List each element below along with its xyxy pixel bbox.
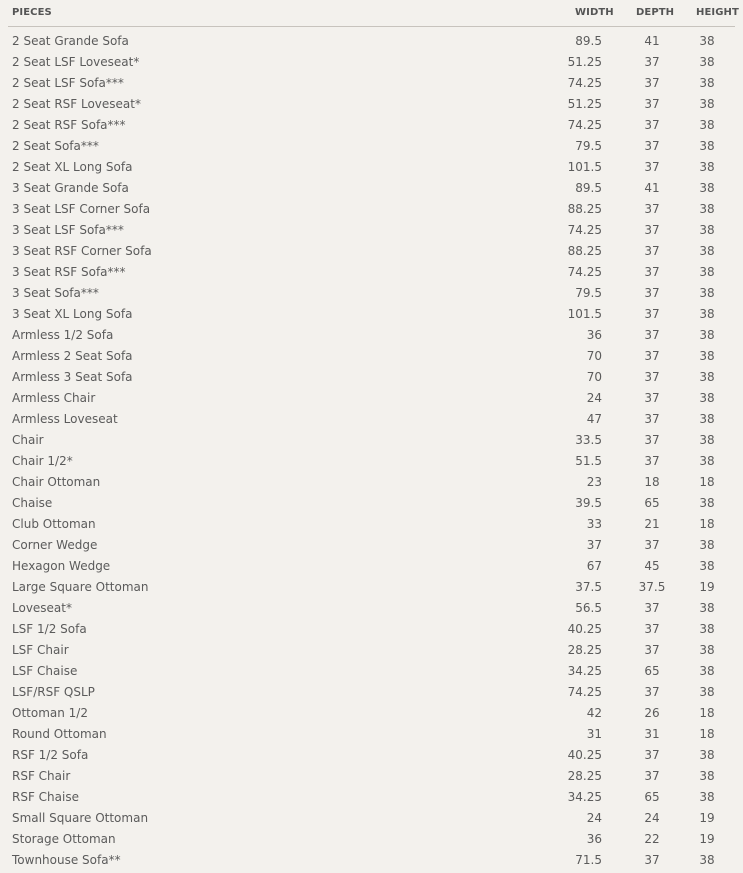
piece-cell: 3 Seat Sofa*** <box>12 286 99 300</box>
depth-cell: 18 <box>644 475 660 489</box>
height-cell: 38 <box>699 601 715 615</box>
table-row <box>0 430 743 451</box>
width-cell: 74.25 <box>567 265 602 279</box>
width-cell: 33 <box>586 517 602 531</box>
width-cell: 74.25 <box>567 76 602 90</box>
width-cell: 70 <box>586 349 602 363</box>
height-cell: 18 <box>699 727 715 741</box>
depth-cell: 37 <box>644 748 660 762</box>
depth-cell: 37 <box>644 769 660 783</box>
height-cell: 38 <box>699 643 715 657</box>
height-cell: 38 <box>699 223 715 237</box>
depth-cell: 65 <box>644 664 660 678</box>
column-header-height: HEIGHT <box>696 7 739 18</box>
piece-cell: Loveseat* <box>12 601 72 615</box>
height-cell: 38 <box>699 349 715 363</box>
depth-cell: 37 <box>644 643 660 657</box>
table-header <box>8 0 739 27</box>
table-row <box>0 325 743 346</box>
piece-cell: Club Ottoman <box>12 517 96 531</box>
table-row <box>0 367 743 388</box>
depth-cell: 37 <box>644 244 660 258</box>
height-cell: 38 <box>699 181 715 195</box>
table-row <box>0 787 743 808</box>
table-row <box>0 346 743 367</box>
piece-cell: LSF/RSF QSLP <box>12 685 95 699</box>
height-cell: 19 <box>699 580 715 594</box>
table-row <box>0 724 743 745</box>
height-cell: 19 <box>699 832 715 846</box>
depth-cell: 37 <box>644 391 660 405</box>
piece-cell: Small Square Ottoman <box>12 811 149 825</box>
piece-cell: LSF Chaise <box>12 664 78 678</box>
depth-cell: 37 <box>644 538 660 552</box>
piece-cell: Armless 1/2 Sofa <box>12 328 114 342</box>
width-cell: 79.5 <box>575 139 602 153</box>
width-cell: 34.25 <box>567 790 602 804</box>
height-cell: 38 <box>699 748 715 762</box>
depth-cell: 26 <box>644 706 660 720</box>
piece-cell: 3 Seat LSF Sofa*** <box>12 223 124 237</box>
piece-cell: 2 Seat Sofa*** <box>12 139 99 153</box>
piece-cell: LSF Chair <box>12 643 69 657</box>
table-row <box>0 220 743 241</box>
width-cell: 24 <box>586 391 602 405</box>
width-cell: 88.25 <box>567 202 602 216</box>
height-cell: 38 <box>699 370 715 384</box>
table-row <box>0 493 743 514</box>
table-row <box>0 115 743 136</box>
table-row <box>0 640 743 661</box>
piece-cell: Hexagon Wedge <box>12 559 111 573</box>
depth-cell: 37 <box>644 265 660 279</box>
piece-cell: RSF Chaise <box>12 790 79 804</box>
depth-cell: 37 <box>644 685 660 699</box>
column-header-pieces: PIECES <box>12 7 52 18</box>
height-cell: 38 <box>699 265 715 279</box>
height-cell: 38 <box>699 76 715 90</box>
table-row <box>0 241 743 262</box>
width-cell: 101.5 <box>567 160 602 174</box>
depth-cell: 24 <box>644 811 660 825</box>
table-row <box>0 598 743 619</box>
table-row <box>0 304 743 325</box>
piece-cell: 2 Seat Grande Sofa <box>12 34 129 48</box>
piece-cell: Armless 3 Seat Sofa <box>12 370 133 384</box>
width-cell: 37.5 <box>575 580 602 594</box>
piece-cell: RSF 1/2 Sofa <box>12 748 89 762</box>
width-cell: 40.25 <box>567 748 602 762</box>
table-row <box>0 157 743 178</box>
width-cell: 88.25 <box>567 244 602 258</box>
height-cell: 38 <box>699 97 715 111</box>
depth-cell: 37 <box>644 349 660 363</box>
piece-cell: 2 Seat XL Long Sofa <box>12 160 133 174</box>
height-cell: 38 <box>699 244 715 258</box>
column-header-depth: DEPTH <box>636 7 675 18</box>
piece-cell: Storage Ottoman <box>12 832 116 846</box>
piece-cell: Ottoman 1/2 <box>12 706 88 720</box>
column-header-width: WIDTH <box>575 7 614 18</box>
table-row <box>0 619 743 640</box>
table-row <box>0 808 743 829</box>
depth-cell: 37 <box>644 139 660 153</box>
width-cell: 56.5 <box>575 601 602 615</box>
height-cell: 38 <box>699 55 715 69</box>
depth-cell: 21 <box>644 517 660 531</box>
depth-cell: 31 <box>644 727 660 741</box>
table-row <box>0 262 743 283</box>
height-cell: 19 <box>699 811 715 825</box>
width-cell: 23 <box>586 475 602 489</box>
height-cell: 38 <box>699 328 715 342</box>
piece-cell: 2 Seat LSF Sofa*** <box>12 76 124 90</box>
piece-cell: 3 Seat XL Long Sofa <box>12 307 133 321</box>
height-cell: 38 <box>699 664 715 678</box>
piece-cell: 2 Seat LSF Loveseat* <box>12 55 140 69</box>
depth-cell: 37 <box>644 76 660 90</box>
table-row <box>0 745 743 766</box>
depth-cell: 37 <box>644 97 660 111</box>
table-row <box>0 829 743 850</box>
table-row <box>0 472 743 493</box>
width-cell: 47 <box>586 412 602 426</box>
piece-cell: LSF 1/2 Sofa <box>12 622 87 636</box>
table-row <box>0 556 743 577</box>
piece-cell: Armless 2 Seat Sofa <box>12 349 133 363</box>
piece-cell: Corner Wedge <box>12 538 98 552</box>
height-cell: 38 <box>699 454 715 468</box>
depth-cell: 37 <box>644 601 660 615</box>
depth-cell: 65 <box>644 496 660 510</box>
height-cell: 38 <box>699 790 715 804</box>
width-cell: 34.25 <box>567 664 602 678</box>
height-cell: 38 <box>699 34 715 48</box>
depth-cell: 37 <box>644 118 660 132</box>
width-cell: 71.5 <box>575 853 602 867</box>
height-cell: 38 <box>699 685 715 699</box>
table-row <box>0 388 743 409</box>
width-cell: 74.25 <box>567 118 602 132</box>
table-row <box>0 73 743 94</box>
width-cell: 24 <box>586 811 602 825</box>
table-row <box>0 52 743 73</box>
width-cell: 89.5 <box>575 181 602 195</box>
piece-cell: Round Ottoman <box>12 727 107 741</box>
width-cell: 28.25 <box>567 769 602 783</box>
width-cell: 28.25 <box>567 643 602 657</box>
depth-cell: 37 <box>644 223 660 237</box>
depth-cell: 37 <box>644 412 660 426</box>
width-cell: 101.5 <box>567 307 602 321</box>
piece-cell: RSF Chair <box>12 769 71 783</box>
table-row <box>0 514 743 535</box>
table-row <box>0 661 743 682</box>
table-row <box>0 451 743 472</box>
table-row <box>0 577 743 598</box>
table-row <box>0 703 743 724</box>
piece-cell: Chair Ottoman <box>12 475 101 489</box>
piece-cell: Armless Chair <box>12 391 96 405</box>
height-cell: 38 <box>699 496 715 510</box>
depth-cell: 37 <box>644 853 660 867</box>
depth-cell: 37 <box>644 307 660 321</box>
width-cell: 74.25 <box>567 223 602 237</box>
depth-cell: 37 <box>644 328 660 342</box>
height-cell: 38 <box>699 853 715 867</box>
width-cell: 89.5 <box>575 34 602 48</box>
piece-cell: 2 Seat RSF Sofa*** <box>12 118 126 132</box>
height-cell: 38 <box>699 559 715 573</box>
depth-cell: 37 <box>644 454 660 468</box>
height-cell: 18 <box>699 706 715 720</box>
table-row <box>0 850 743 871</box>
width-cell: 42 <box>586 706 602 720</box>
piece-cell: 3 Seat RSF Corner Sofa <box>12 244 152 258</box>
height-cell: 38 <box>699 160 715 174</box>
width-cell: 31 <box>586 727 602 741</box>
height-cell: 38 <box>699 412 715 426</box>
piece-cell: 3 Seat RSF Sofa*** <box>12 265 126 279</box>
table-row <box>0 535 743 556</box>
depth-cell: 37 <box>644 433 660 447</box>
depth-cell: 41 <box>644 181 660 195</box>
height-cell: 38 <box>699 286 715 300</box>
height-cell: 38 <box>699 769 715 783</box>
depth-cell: 45 <box>644 559 660 573</box>
piece-cell: Armless Loveseat <box>12 412 118 426</box>
width-cell: 79.5 <box>575 286 602 300</box>
table-row <box>0 94 743 115</box>
height-cell: 38 <box>699 433 715 447</box>
width-cell: 36 <box>586 832 602 846</box>
width-cell: 74.25 <box>567 685 602 699</box>
depth-cell: 37 <box>644 202 660 216</box>
depth-cell: 22 <box>644 832 660 846</box>
table-row <box>0 409 743 430</box>
height-cell: 18 <box>699 517 715 531</box>
piece-cell: 3 Seat LSF Corner Sofa <box>12 202 151 216</box>
height-cell: 38 <box>699 202 715 216</box>
table-row <box>0 283 743 304</box>
width-cell: 39.5 <box>575 496 602 510</box>
height-cell: 38 <box>699 538 715 552</box>
piece-cell: Chaise <box>12 496 53 510</box>
table-body <box>0 31 743 871</box>
piece-cell: Townhouse Sofa** <box>12 853 121 867</box>
width-cell: 67 <box>586 559 602 573</box>
width-cell: 51.5 <box>575 454 602 468</box>
height-cell: 18 <box>699 475 715 489</box>
table-row <box>0 766 743 787</box>
depth-cell: 37 <box>644 55 660 69</box>
width-cell: 36 <box>586 328 602 342</box>
depth-cell: 37 <box>644 160 660 174</box>
depth-cell: 37 <box>644 622 660 636</box>
width-cell: 51.25 <box>567 97 602 111</box>
table-row <box>0 682 743 703</box>
piece-cell: Large Square Ottoman <box>12 580 149 594</box>
piece-cell: Chair <box>12 433 44 447</box>
width-cell: 33.5 <box>575 433 602 447</box>
depth-cell: 41 <box>644 34 660 48</box>
width-cell: 51.25 <box>567 55 602 69</box>
height-cell: 38 <box>699 391 715 405</box>
width-cell: 70 <box>586 370 602 384</box>
depth-cell: 37 <box>644 286 660 300</box>
depth-cell: 37.5 <box>638 580 666 594</box>
piece-cell: 2 Seat RSF Loveseat* <box>12 97 141 111</box>
table-row <box>0 199 743 220</box>
height-cell: 38 <box>699 622 715 636</box>
height-cell: 38 <box>699 307 715 321</box>
depth-cell: 65 <box>644 790 660 804</box>
piece-cell: Chair 1/2* <box>12 454 73 468</box>
table-row <box>0 31 743 52</box>
piece-cell: 3 Seat Grande Sofa <box>12 181 129 195</box>
depth-cell: 37 <box>644 370 660 384</box>
width-cell: 37 <box>586 538 602 552</box>
table-row <box>0 178 743 199</box>
height-cell: 38 <box>699 139 715 153</box>
width-cell: 40.25 <box>567 622 602 636</box>
table-row <box>0 136 743 157</box>
height-cell: 38 <box>699 118 715 132</box>
